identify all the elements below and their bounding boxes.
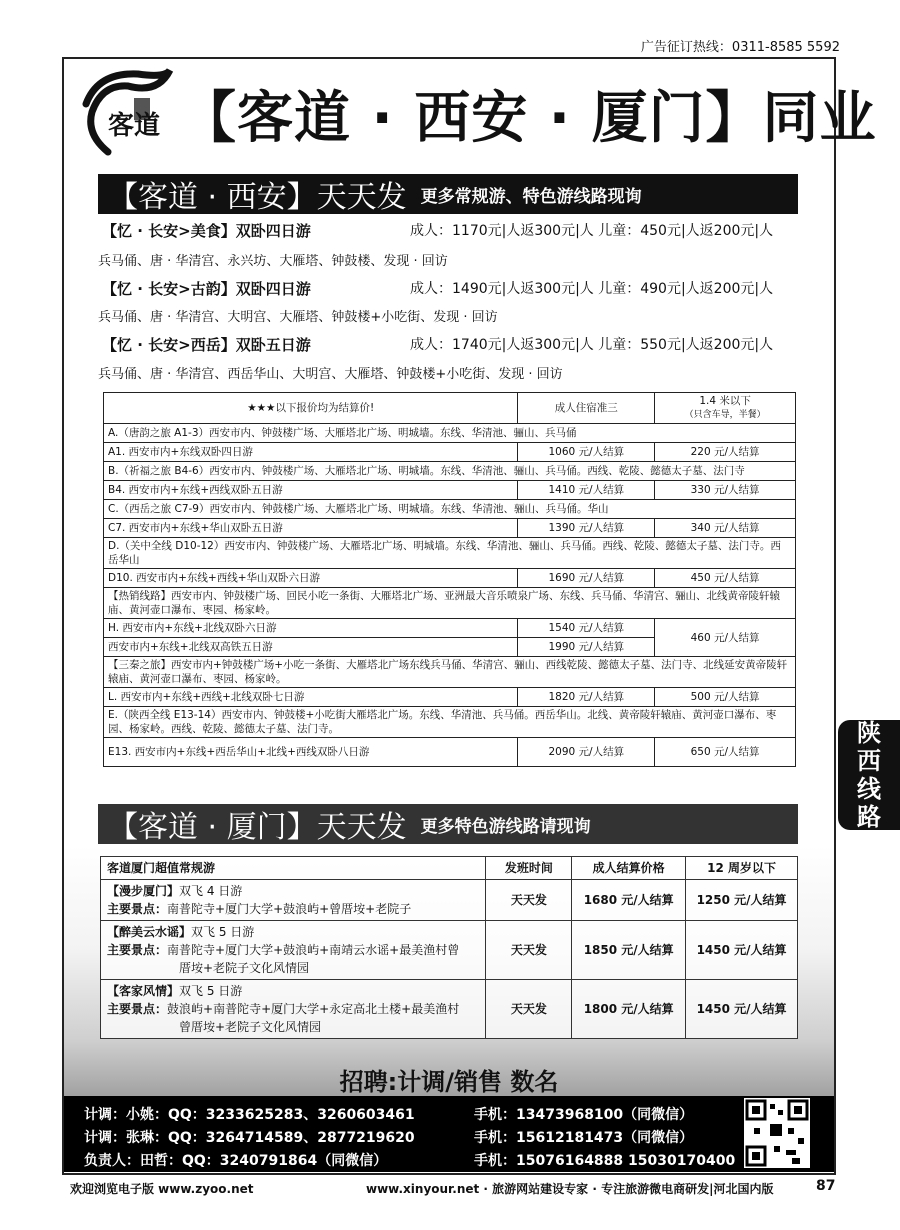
contact-phone: 手机：13473968100（同微信） bbox=[474, 1107, 694, 1123]
qr-code-icon bbox=[744, 1098, 810, 1168]
table-row: H. 西安市内+东线+北线双卧六日游 1540 元/人结算 460 元/人结算 bbox=[104, 619, 796, 638]
table-row: E.（陕西全线 E13-14）西安市内、钟鼓楼+小吃街大雁塔北广场。东线、华清池、兵马俑。西岳华山。北线、黄帝陵轩辕庙、黄河壶口瀑布、枣园、杨家岭。西线、乾陵、懿德太子墓、法门寺。 bbox=[104, 707, 796, 738]
table-header-row: 客道厦门超值常规游 发班时间 成人结算价格 12 周岁以下 bbox=[101, 857, 798, 880]
route-price: 成人：1740元|人返300元|人 儿童：550元|人返200元|人 bbox=[410, 337, 774, 353]
xiamen-section-title: 【客道 · 厦门】天天发 bbox=[108, 810, 407, 844]
footer-right: www.xinyour.net · 旅游网站建设专家 · 专注旅游微电商研发|河北国内版 bbox=[366, 1182, 774, 1196]
footer-left: 欢迎浏览电子版 www.zyoo.net bbox=[70, 1182, 254, 1196]
table-row: 【客家风情】双飞 5 日游 主要景点：鼓浪屿+南普陀寺+厦门大学+永定高北土楼+最美渔村 曾厝垵+老院子文化风情园 天天发 1800 元/人结算 1450 元/人结算 bbox=[101, 980, 798, 1039]
route-desc: 兵马俑、唐 · 华清宫、西岳华山、大明宫、大雁塔、钟鼓楼+小吃街、发现 · 回访 bbox=[98, 367, 563, 382]
contact-row-left: 计调：张琳：QQ：3264714589、2877219620 bbox=[84, 1130, 415, 1146]
contact-row-left: 负责人：田哲：QQ：3240791864（同微信） bbox=[84, 1153, 388, 1169]
table-row: D10. 西安市内+东线+西线+华山双卧六日游 1690 元/人结算 450 元/人结算 bbox=[104, 569, 796, 588]
recruit-notice: 招聘:计调/销售 数名 bbox=[339, 1068, 559, 1096]
contact-block bbox=[64, 1096, 834, 1172]
table-row: 【醉美云水谣】双飞 5 日游 主要景点：南普陀寺+厦门大学+鼓浪屿+南靖云水谣+最美渔村曾 厝垵+老院子文化风情园 天天发 1850 元/人结算 1450 元/人结算 bbox=[101, 921, 798, 980]
page-title: 【客道 · 西安 · 厦门】同业 bbox=[180, 86, 877, 151]
route-name: 【忆 · 长安>古韵】双卧四日游 bbox=[102, 280, 311, 298]
contact-phone: 手机：15612181473（同微信） bbox=[474, 1130, 694, 1146]
xian-price-table bbox=[103, 392, 796, 767]
logo-text: 客道 bbox=[108, 111, 161, 141]
route-name: 【忆 · 长安>美食】双卧四日游 bbox=[102, 222, 311, 240]
xiamen-price-table bbox=[100, 856, 798, 1039]
table-row: E13. 西安市内+东线+西岳华山+北线+西线双卧八日游 2090 元/人结算 650 元/人结算 bbox=[104, 738, 796, 767]
side-tab-shaanxi-routes: 陕 西 线 路 bbox=[838, 720, 900, 830]
xian-section-title: 【客道 · 西安】天天发 bbox=[108, 180, 407, 214]
route-desc: 兵马俑、唐 · 华清宫、大明宫、大雁塔、钟鼓楼+小吃街、发现 · 回访 bbox=[98, 310, 498, 325]
table-row: 西安市内+东线+北线双高铁五日游 1990 元/人结算 bbox=[104, 638, 796, 657]
table-header: 成人住宿准三 bbox=[518, 393, 655, 424]
table-row: A.（唐韵之旅 A1-3）西安市内、钟鼓楼广场、大雁塔北广场、明城墙。东线、华清池、骊山、兵马俑 bbox=[104, 424, 796, 443]
route-price: 成人：1170元|人返300元|人 儿童：450元|人返200元|人 bbox=[410, 223, 774, 239]
contact-phone: 手机：15076164888 15030170400 bbox=[474, 1153, 736, 1169]
route-desc: 兵马俑、唐 · 华清宫、永兴坊、大雁塔、钟鼓楼、发现 · 回访 bbox=[98, 254, 448, 269]
ad-hotline: 广告征订热线：0311-8585 5592 bbox=[640, 40, 840, 55]
xiamen-section-bar bbox=[98, 804, 798, 844]
table-row: 【漫步厦门】双飞 4 日游 主要景点：南普陀寺+厦门大学+鼓浪屿+曾厝垵+老院子 天天发 1680 元/人结算 1250 元/人结算 bbox=[101, 880, 798, 921]
table-row: 【三秦之旅】西安市内+钟鼓楼广场+小吃一条街、大雁塔北广场东线兵马俑、华清宫、骊山、西线乾陵、懿德太子墓、法门寺、北线延安黄帝陵轩辕庙、黄河壶口瀑布、枣园、杨家岭。 bbox=[104, 657, 796, 688]
xiamen-section-subtitle: 更多特色游线路请现询 bbox=[420, 816, 591, 837]
table-row: C7. 西安市内+东线+华山双卧五日游 1390 元/人结算 340 元/人结算 bbox=[104, 519, 796, 538]
table-row: D.（关中全线 D10-12）西安市内、钟鼓楼广场、大雁塔北广场、明城墙。东线、华清池、骊山、兵马俑。西线、乾陵、懿德太子墓、法门寺。西岳华山 bbox=[104, 538, 796, 569]
brand-logo bbox=[78, 64, 174, 160]
route-price: 成人：1490元|人返300元|人 儿童：490元|人返200元|人 bbox=[410, 281, 774, 297]
table-header: ★★★以下报价均为结算价! bbox=[104, 393, 518, 424]
page-number: 87 bbox=[816, 1178, 836, 1194]
table-row: C.（西岳之旅 C7-9）西安市内、钟鼓楼广场、大雁塔北广场、明城墙。东线、华清池、骊山、兵马俑。华山 bbox=[104, 500, 796, 519]
table-row: B.（祈福之旅 B4-6）西安市内、钟鼓楼广场、大雁塔北广场、明城墙。东线、华清池、骊山、兵马俑。西线、乾陵、懿德太子墓、法门寺 bbox=[104, 462, 796, 481]
table-header: 1.4 米以下 （只含车导，半餐） bbox=[655, 393, 796, 424]
route-name: 【忆 · 长安>西岳】双卧五日游 bbox=[102, 336, 311, 354]
table-row: A1. 西安市内+东线双卧四日游 1060 元/人结算 220 元/人结算 bbox=[104, 443, 796, 462]
table-row: 【热销线路】西安市内、钟鼓楼广场、回民小吃一条街、大雁塔北广场、亚洲最大音乐喷泉广场、东线、兵马俑、华清宫、骊山、北线黄帝陵轩辕庙、黄河壶口瀑布、枣园、杨家岭。 bbox=[104, 588, 796, 619]
table-row: L. 西安市内+东线+西线+北线双卧七日游 1820 元/人结算 500 元/人结算 bbox=[104, 688, 796, 707]
table-row: B4. 西安市内+东线+西线双卧五日游 1410 元/人结算 330 元/人结算 bbox=[104, 481, 796, 500]
xian-section-bar bbox=[98, 174, 798, 214]
contact-row-left: 计调：小姚：QQ：3233625283、3260603461 bbox=[84, 1107, 415, 1123]
xian-section-subtitle: 更多常规游、特色游线路现询 bbox=[420, 186, 642, 207]
table-header-row bbox=[104, 393, 796, 424]
